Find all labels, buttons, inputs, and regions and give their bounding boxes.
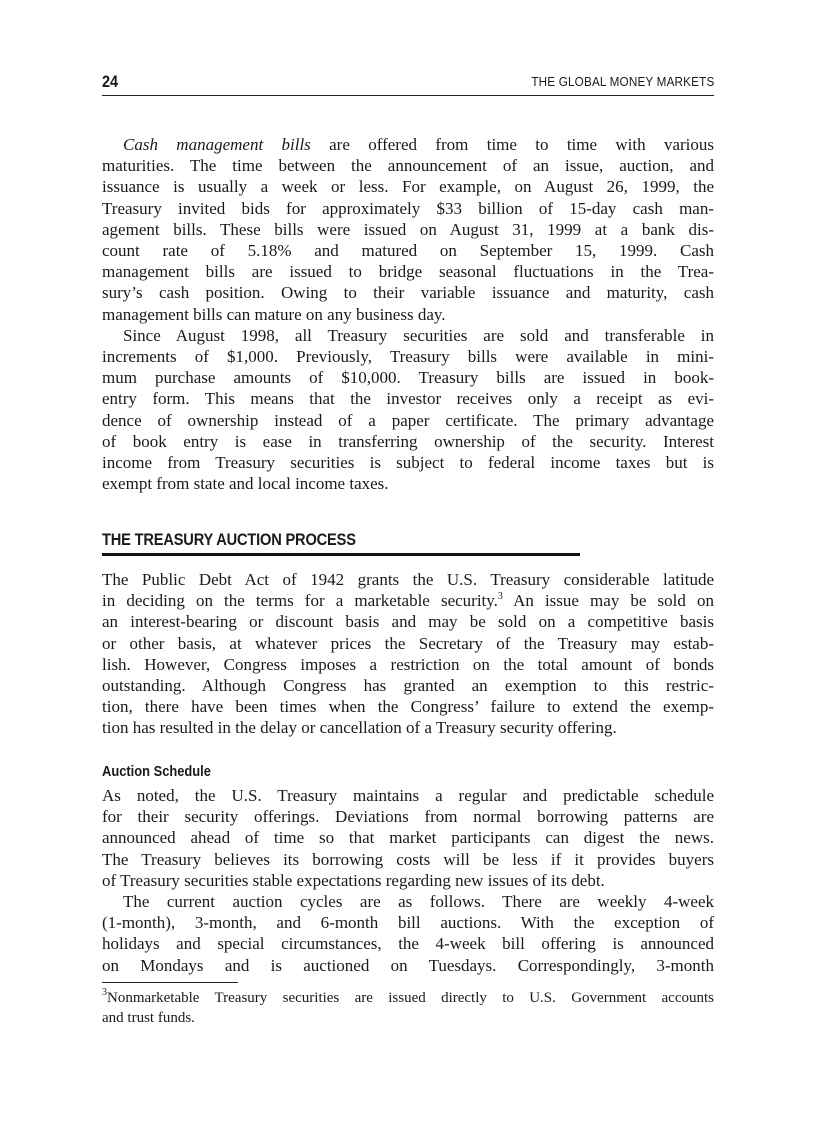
paragraph-auction-schedule	[102, 785, 714, 891]
paragraph-auction-cycles	[102, 891, 714, 976]
text-line: The current auction cycles are as follows. There are weekly 4-week	[123, 892, 714, 911]
header-rule	[102, 95, 714, 96]
text-line: Treasury invited bids for approximately $33 billion of 15-day cash man-	[102, 198, 714, 218]
text-line: of Treasury securities stable expectations regarding new issues of its debt.	[102, 870, 605, 890]
running-head-title: THE GLOBAL MONEY MARKETS	[530, 74, 714, 89]
text-line: count rate of 5.18% and matured on September 15, 1999. Cash	[102, 240, 714, 260]
text-line: entry form. This means that the investor receives only a receipt as evi-	[102, 389, 714, 409]
text-line: outstanding. Although Congress has granted an exemption to this restric-	[102, 675, 714, 695]
text-line: income from Treasury securities is subject to federal income taxes but is	[102, 452, 714, 472]
section-heading-rule	[102, 553, 580, 556]
text-line: increments of $1,000. Previously, Treasury bills were available in mini-	[102, 346, 714, 366]
text-line: The Public Debt Act of 1942 grants the U.S. Treasury considerable latitude	[102, 570, 714, 589]
text-line: tion has resulted in the delay or cancellation of a Treasury security offering.	[102, 718, 617, 738]
page-number: 24	[102, 72, 119, 91]
text-line: The Treasury believes its borrowing costs will be less if it provides buyers	[102, 849, 714, 869]
paragraph-public-debt-act	[102, 569, 714, 739]
text-line: and trust funds.	[102, 1010, 195, 1026]
text-segment: are offered from time to time with various	[310, 135, 714, 154]
text-line: or other basis, at whatever prices the Secretary of the Treasury may estab-	[102, 633, 714, 653]
text-line: sury’s cash position. Owing to their variable issuance and maturity, cash	[102, 283, 714, 303]
section-heading: THE TREASURY AUCTION PROCESS	[102, 530, 356, 549]
text-segment: Nonmarketable Treasury securities are issued directly to U.S. Government accounts	[107, 990, 714, 1006]
text-line: (1-month), 3-month, and 6-month bill auctions. With the exception of	[102, 913, 714, 933]
text-line: on Mondays and is auctioned on Tuesdays. Correspondingly, 3-month	[102, 955, 714, 975]
text-line	[102, 134, 714, 155]
text-segment: An issue may be sold on	[502, 591, 714, 611]
text-line: announced ahead of time so that market participants can digest the news.	[102, 828, 714, 848]
text-segment: in deciding on the terms for a marketable security.	[102, 591, 498, 611]
italic-term: Cash management bills	[123, 135, 311, 154]
text-line: tion, there have been times when the Congress’ failure to extend the exemp-	[102, 697, 714, 717]
text-line: management bills are issued to bridge seasonal fluctuations in the Trea-	[102, 262, 714, 282]
running-header	[102, 72, 714, 94]
paragraph-book-entry	[102, 325, 714, 495]
text-line: of book entry is ease in transferring ownership of the security. Interest	[102, 431, 714, 451]
paragraph-cash-management-bills	[102, 134, 714, 325]
text-line: lish. However, Congress imposes a restriction on the total amount of bonds	[102, 654, 714, 674]
footnote-marker: 3	[497, 591, 503, 603]
footnote	[102, 988, 714, 1028]
text-line: issuance is usually a week or less. For example, on August 26, 1999, the	[102, 177, 714, 197]
text-line: holidays and special circumstances, the 4-week bill offering is announced	[102, 934, 714, 954]
text-line: maturities. The time between the announcement of an issue, auction, and	[102, 156, 714, 176]
text-line: exempt from state and local income taxes.	[102, 474, 389, 494]
text-line: mum purchase amounts of $10,000. Treasury bills are issued in book-	[102, 368, 714, 388]
text-line: Since August 1998, all Treasury securities are sold and transferable in	[123, 325, 714, 345]
text-line: an interest-bearing or discount basis and may be sold on a competitive basis	[102, 612, 714, 632]
footnote-marker: 3	[102, 987, 107, 998]
text-line	[102, 590, 714, 611]
text-line	[102, 988, 714, 1008]
text-line: As noted, the U.S. Treasury maintains a regular and predictable schedule	[102, 786, 714, 805]
text-line: for their security offerings. Deviations from normal borrowing patterns are	[102, 807, 714, 827]
footnote-rule	[102, 982, 238, 983]
text-line: management bills can mature on any business day.	[102, 304, 446, 324]
text-line: dence of ownership instead of a paper certificate. The primary advantage	[102, 410, 714, 430]
text-line: agement bills. These bills were issued on August 31, 1999 at a bank dis-	[102, 219, 714, 239]
subsection-heading: Auction Schedule	[102, 763, 211, 780]
